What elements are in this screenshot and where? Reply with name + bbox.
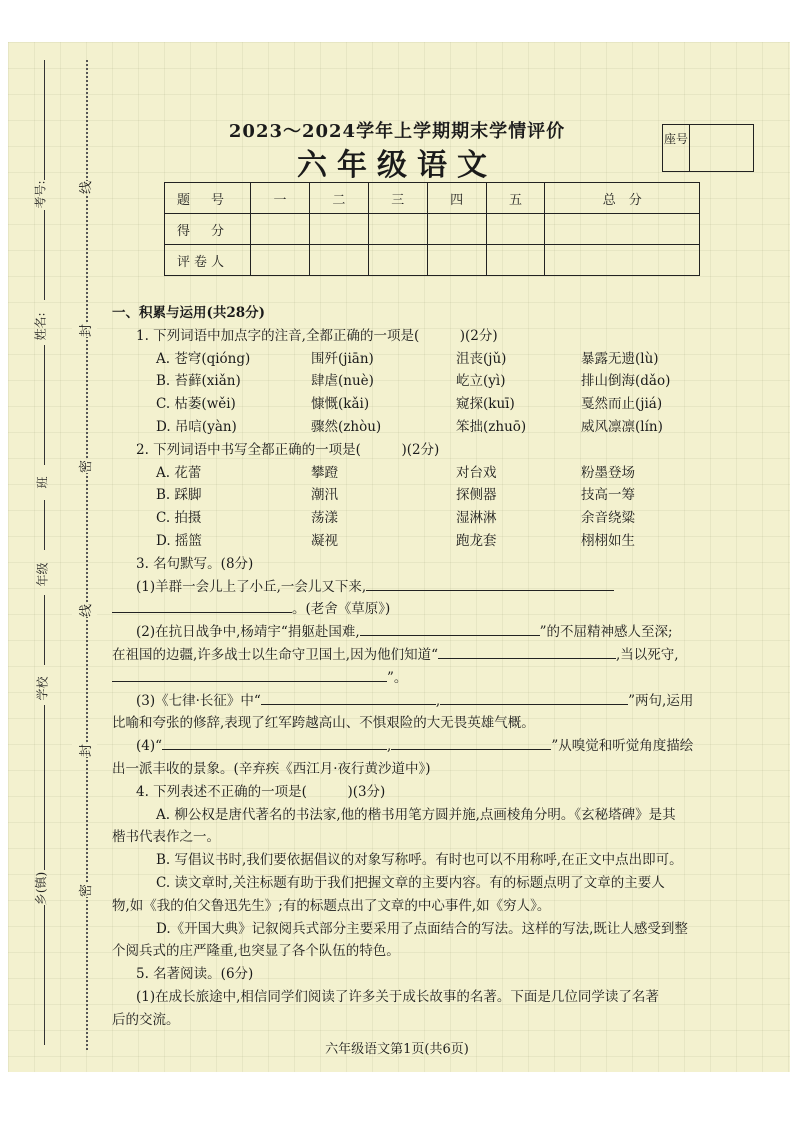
seal-word: 密 <box>72 460 97 473</box>
class-label: 班 <box>35 476 50 489</box>
score-cell[interactable] <box>545 214 700 245</box>
q2-option: 攀蹬 <box>311 464 338 481</box>
score-cell[interactable] <box>427 245 486 276</box>
seal-word: 线 <box>72 604 97 617</box>
q3-item <box>112 576 760 599</box>
score-table-row <box>165 214 700 245</box>
score-cell[interactable] <box>545 245 700 276</box>
score-cell[interactable] <box>309 245 368 276</box>
score-header-cell: 一 <box>251 183 310 214</box>
margin-line <box>44 345 45 465</box>
q3-text: , <box>435 692 441 709</box>
seal-word: 封 <box>72 744 97 757</box>
q2-option: 荡漾 <box>311 510 338 527</box>
score-row-label: 评卷人 <box>165 245 251 276</box>
q2-option: C. 拍摄 <box>156 510 202 527</box>
q1-option-row <box>112 416 760 439</box>
answer-blank[interactable] <box>261 690 436 705</box>
q4-option: D.《开国大典》记叙阅兵式部分主要采用了点面结合的写法。这样的写法,既让人感受到整 <box>156 920 688 937</box>
score-row-label: 得 分 <box>165 214 251 245</box>
q3-text: 在祖国的边疆,许多战士以生命守卫国土,因为他们知道“ <box>112 646 438 663</box>
q2-option: 凝视 <box>311 532 338 549</box>
q4-option: A. 柳公权是唐代著名的书法家,他的楷书用笔方圆并施,点画棱角分明。《玄秘塔碑》是其 <box>156 806 676 823</box>
score-cell[interactable] <box>251 214 310 245</box>
score-header-cell: 总 分 <box>545 183 700 214</box>
score-header-cell: 二 <box>309 183 368 214</box>
q2-option: 湿淋淋 <box>456 510 497 527</box>
q1-option: 排山倒海(dǎo) <box>581 373 671 390</box>
score-header-cell: 三 <box>368 183 427 214</box>
score-table <box>164 182 700 276</box>
q3-text: ”从嗅觉和听觉角度描绘 <box>551 738 694 755</box>
score-header-cell: 五 <box>486 183 545 214</box>
q1-option: A. 苍穹(qióng) <box>156 350 251 367</box>
exam-title: 2023～2024学年上学期期末学情评价 <box>228 121 566 142</box>
q1-stem: 1. 下列词语中加点字的注音,全都正确的一项是( )(2分) <box>136 327 498 344</box>
q5-text: (1)在成长旅途中,相信同学们阅读了许多关于成长故事的名著。下面是几位同学读了名著 <box>136 988 659 1005</box>
q2-option: 栩栩如生 <box>581 532 635 549</box>
score-cell[interactable] <box>486 245 545 276</box>
answer-blank[interactable] <box>112 667 387 682</box>
q3-text: (2)在抗日战争中,杨靖宇“捐躯赴国难, <box>136 624 360 641</box>
q3-text: 。(老舍《草原》) <box>292 601 391 618</box>
q1-option-row <box>112 393 760 416</box>
margin-line <box>44 905 45 1045</box>
school-label: 学校 <box>35 676 50 701</box>
q2-option-row <box>112 530 760 553</box>
q2-option-row <box>112 484 760 507</box>
q2-option: D. 摇篮 <box>156 532 202 549</box>
q2-option: 技高一筹 <box>581 487 635 504</box>
q1-option-row <box>112 348 760 371</box>
margin-line <box>44 705 45 870</box>
answer-blank[interactable] <box>112 598 292 613</box>
q3-item <box>112 690 760 713</box>
q3-text: ,当以死守, <box>615 646 679 663</box>
q1-option: 窥探(kuī) <box>456 396 515 413</box>
section-heading: 一、积累与运用(共28分) <box>112 305 266 321</box>
page-footer: 六年级语文第1页(共6页) <box>325 1042 469 1057</box>
q3-item <box>112 735 760 758</box>
score-cell[interactable] <box>251 245 310 276</box>
q1-option: D. 吊唁(yàn) <box>156 418 237 435</box>
answer-blank[interactable] <box>360 621 540 636</box>
seat-number-label: 座号 <box>663 125 690 171</box>
q4-option: B. 写倡议书时,我们要依据倡议的对象写称呼。有时也可以不用称呼,在正文中点出即可。 <box>156 852 683 869</box>
score-table-row <box>165 245 700 276</box>
q4-option: 个阅兵式的庄严隆重,也突显了各个队伍的特色。 <box>112 943 400 960</box>
q3-item <box>112 667 760 690</box>
q1-option: 笨拙(zhuō) <box>456 418 527 435</box>
township-label: 乡(镇) <box>34 871 49 906</box>
exam-number-label: 考号: <box>33 180 48 209</box>
q2-option: 对台戏 <box>456 464 497 481</box>
q1-option: 肆虐(nuè) <box>311 373 374 390</box>
q3-text: (3)《七律·长征》中“ <box>136 692 261 709</box>
answer-blank[interactable] <box>366 576 614 591</box>
q4-option: 楷书代表作之一。 <box>112 829 220 846</box>
q3-text: , <box>387 738 392 755</box>
q2-option: 粉墨登场 <box>581 464 635 481</box>
score-cell[interactable] <box>368 245 427 276</box>
q1-option: 威风凛凛(lín) <box>581 418 663 435</box>
question-content <box>112 302 760 1032</box>
q4-option: 物,如《我的伯父鲁迅先生》;有的标题点出了文章的中心事件,如《穷人》。 <box>112 897 551 914</box>
q2-option: 余音绕粱 <box>581 510 635 527</box>
q1-option: B. 苔藓(xiǎn) <box>156 373 241 390</box>
answer-blank[interactable] <box>438 644 616 659</box>
q1-option: 暴露无遗(lù) <box>581 350 659 367</box>
q3-item: 比喻和夸张的修辞,表现了红军跨越高山、不惧艰险的大无畏英雄气概。 <box>112 715 535 732</box>
q2-option: 跑龙套 <box>456 532 497 549</box>
q2-option-row <box>112 462 760 485</box>
seal-word: 封 <box>72 324 97 337</box>
q1-option: 沮丧(jǔ) <box>456 350 507 367</box>
q1-option: 戛然而止(jiá) <box>581 396 663 413</box>
score-table-header <box>165 183 700 214</box>
margin-line <box>44 500 45 550</box>
seal-word: 密 <box>72 884 97 897</box>
q3-item <box>112 598 760 621</box>
margin-line <box>44 210 45 300</box>
subject-title: 六年级语文 <box>297 148 497 183</box>
answer-blank[interactable] <box>391 735 551 750</box>
q2-option: 潮汛 <box>311 487 338 504</box>
q1-option-row <box>112 370 760 393</box>
score-cell[interactable] <box>486 214 545 245</box>
seat-number-box <box>662 124 754 172</box>
q3-text: (4)“ <box>136 738 163 755</box>
grade-label: 年级 <box>35 562 50 587</box>
q1-option: 骤然(zhòu) <box>311 418 382 435</box>
answer-blank[interactable] <box>440 690 628 705</box>
margin-line <box>44 595 45 665</box>
q4-stem: 4. 下列表述不正确的一项是( )(3分) <box>136 783 386 800</box>
q5-stem: 5. 名著阅读。(6分) <box>136 966 254 983</box>
q1-option: 慷慨(kǎi) <box>311 396 370 413</box>
score-cell[interactable] <box>309 214 368 245</box>
score-cell[interactable] <box>427 214 486 245</box>
seal-dotted-line <box>86 60 88 1050</box>
q2-option-row <box>112 507 760 530</box>
score-cell[interactable] <box>368 214 427 245</box>
seat-number-input[interactable] <box>690 125 753 171</box>
q3-item <box>112 644 760 667</box>
q2-option: B. 踩脚 <box>156 487 202 504</box>
q2-stem: 2. 下列词语中书写全都正确的一项是( )(2分) <box>136 441 440 458</box>
q3-item <box>112 621 760 644</box>
q3-text: ”的不屈精神感人至深; <box>539 624 673 641</box>
q3-text: ”两句,运用 <box>628 692 694 709</box>
q3-text: ”。 <box>387 669 408 686</box>
name-label: 姓名: <box>33 312 48 341</box>
score-header-cell: 题 号 <box>165 183 251 214</box>
q1-option: 围歼(jiān) <box>311 350 374 367</box>
q3-text: (1)羊群一会儿上了小丘,一会儿又下来, <box>136 578 367 595</box>
q2-option: 探侧器 <box>456 487 497 504</box>
answer-blank[interactable] <box>162 735 387 750</box>
score-header-cell: 四 <box>427 183 486 214</box>
q1-option: C. 枯萎(wěi) <box>156 396 236 413</box>
q3-stem: 3. 名句默写。(8分) <box>136 555 254 572</box>
q4-option: C. 读文章时,关注标题有助于我们把握文章的主要内容。有的标题点明了文章的主要人 <box>156 874 665 891</box>
q5-text: 后的交流。 <box>112 1011 180 1028</box>
seal-word: 线 <box>72 181 97 194</box>
q3-item: 出一派丰收的景象。(辛弃疾《西江月·夜行黄沙道中》) <box>112 760 431 777</box>
q1-option: 屹立(yì) <box>456 373 506 390</box>
q2-option: A. 花蕾 <box>156 464 202 481</box>
